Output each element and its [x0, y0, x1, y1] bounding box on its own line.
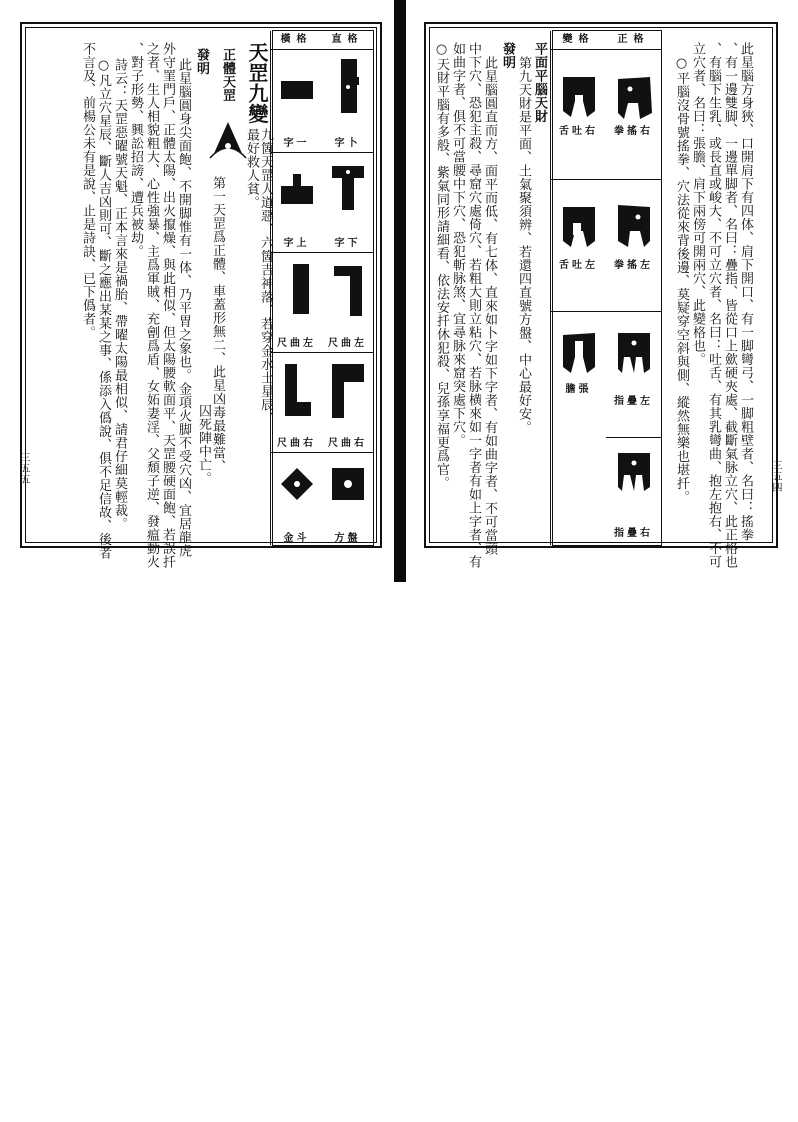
xia-shape-icon: [330, 162, 366, 218]
table-cell: [606, 311, 661, 438]
yao-quan-left-icon: [614, 201, 654, 253]
fang-pan-shape-icon: [330, 466, 366, 502]
qu-chi-right-h-shape-icon: [281, 362, 313, 420]
left-table-head-heng: 橫格: [271, 31, 322, 50]
figure-label: 指疊右: [614, 528, 653, 539]
table-cell: [271, 152, 322, 253]
table-cell: [606, 179, 661, 312]
die-zhi-right-icon: [614, 447, 654, 495]
text-column: ○天財平腦有多般、紫氣同形請細看、依法安扦休犯殺、兒孫享福更爲官。: [434, 42, 449, 490]
table-cell: [606, 437, 661, 547]
text-column: 此星腦圓直而方、面平而低、有七体、直來如卜字如下字者、有如曲字者、不可當頭: [482, 56, 497, 556]
text-column: ○凡立穴星辰、斷人吉凶則可、斷之應出某某之事、係添入僞說、俱不足信故、後者: [96, 58, 111, 560]
text-column: 此星腦圓身尖面飽、不開脚惟有一体、乃平胃之象也。金項火脚不受穴凶、宜居龍虎: [176, 58, 191, 558]
table-cell: [271, 252, 322, 353]
explain-label: 發明: [194, 48, 209, 75]
tu-she-left-icon: [559, 201, 599, 253]
text-column: 詩云：天罡惡曜號天魁、正本言來是禍胎、帶曜太陽最相似、請君仔細莫輕裁。: [112, 58, 127, 531]
table-cell: [271, 352, 322, 453]
page-number: 三五四: [770, 460, 781, 493]
left-table-head-zhi: 直格: [322, 31, 373, 50]
yao-quan-right-icon: [614, 73, 654, 125]
die-zhi-left-icon: [614, 327, 654, 379]
tiangang-mountain-icon: [206, 118, 250, 164]
yi-shape-icon: [279, 75, 315, 105]
figure-label: 舌吐右: [559, 126, 598, 137]
table-cell: [551, 311, 606, 547]
figure-label: 尺曲右: [277, 438, 316, 449]
shang-shape-icon: [279, 172, 315, 212]
text-column: 外守罣門戶、正體太陽、出火攛燥、與此相似、但太陽腰軟面平、天罡腰硬面飽、若誤扦: [160, 42, 175, 569]
figure-label: 指疊左: [614, 396, 653, 407]
figure-label: 舌吐左: [559, 260, 598, 271]
zhang-dan-icon: [559, 327, 599, 379]
table-cell: [271, 452, 322, 547]
right-table-col-zheng: [606, 31, 661, 545]
text-column: 、對子形勢、興訟招謗、遭兵被劫。: [128, 42, 143, 258]
qu-chi-left-h-shape-icon: [281, 262, 313, 318]
right-figure-table: [552, 30, 662, 546]
table-cell: [322, 152, 373, 253]
table-cell: [322, 49, 373, 153]
table-cell: [322, 452, 373, 547]
figure-label: 膽張: [565, 384, 592, 395]
figure-label: 字上: [283, 238, 310, 249]
left-page: [14, 0, 384, 569]
figure-label: 方盤: [334, 533, 361, 544]
explain-label: 發明: [500, 42, 515, 69]
figure-label: 尺曲左: [277, 338, 316, 349]
right-page: [420, 0, 781, 569]
text-column: 之者、生人相貌粗大、心性強暴、主爲軍賊、充劊爲盾、女妬妻淫、父頹子逆、發瘟動火: [144, 42, 159, 569]
page-number: 三五五: [18, 452, 29, 485]
figure-label: 字卜: [334, 138, 361, 149]
text-column: 立穴者、名曰：張膽、肩下兩傍可開兩穴、此變格也。: [690, 42, 705, 366]
subtitle: 第九天財是平面、土氣聚須辨、若還四直號方盤、中心最好安。: [516, 56, 531, 434]
figure-label: 拳搖左: [614, 260, 653, 271]
bu-shape-icon: [335, 57, 361, 117]
jin-dou-shape-icon: [279, 466, 315, 502]
text-column: 中下穴、恐犯主殺、尋窟穴處倚穴、若粗大則立粘穴、若脉横來如一字者有如上字者、有: [466, 42, 481, 569]
figure-caption: 囚死陣中亡。: [196, 404, 211, 485]
table-cell: [322, 252, 373, 353]
text-column: 、有腦下生乳、或長直或峻大、不可立穴者、名曰：吐舌、有其乳彎曲、抱左抱右、不可: [706, 42, 721, 569]
text-column: 如曲字者、俱不可當腰中下穴、恐犯斬脉煞、宜尋脉來窟突處下穴。: [450, 42, 465, 447]
table-cell: [322, 352, 373, 453]
qu-chi-left-shape-icon: [332, 262, 364, 320]
figure-label: 字下: [334, 238, 361, 249]
figure-label: 字一: [283, 138, 310, 149]
page-title: 天罡九變: [245, 42, 269, 124]
right-table-col-bian: [550, 31, 606, 545]
right-table-head-zheng: 正格: [606, 31, 661, 50]
section-heading: 平面平腦天財: [532, 42, 547, 123]
figure-label: 尺曲右: [328, 438, 367, 449]
left-table-col-heng: [270, 31, 322, 545]
text-column: 不言及、前楊公未有是說、止是詩訣、已下僞者。: [80, 42, 95, 339]
intro-line: 最好救人貧。: [244, 128, 259, 209]
table-cell: [606, 49, 661, 180]
left-figure-table: [272, 30, 374, 546]
figure-caption: 第一天罡爲正體、車蓋形無二、此星凶毒最難當、: [210, 176, 225, 473]
right-table-head-bian: 變格: [551, 31, 606, 50]
tu-she-right-icon: [559, 71, 599, 123]
left-table-col-zhi: [322, 31, 373, 545]
figure-label: 金斗: [283, 533, 310, 544]
section-heading: 正體天罡: [220, 48, 235, 102]
intro-line: 九箇天罡人道惡、六箇吉神落、若穿金水土星辰、: [258, 128, 273, 425]
figure-label: 拳搖右: [614, 126, 653, 137]
table-cell: [551, 49, 606, 180]
figure-label: 尺曲左: [328, 338, 367, 349]
qu-chi-right-shape-icon: [330, 360, 366, 422]
text-column: 此星腦方身狹、口開肩下有四体、肩下開口、有一脚彎弓、一脚粗壁者、名曰：搖拳: [738, 42, 753, 542]
book-spine: [394, 0, 406, 582]
table-cell: [551, 179, 606, 312]
text-column: ○平腦沒骨號搖拳、穴法從來背後邊、莫疑穿空斜與側、縱然無樂也堪扦。: [674, 56, 689, 504]
table-cell: [271, 49, 322, 153]
text-column: 、有一邊雙脚、一邊單脚者、名曰：疊指、皆從口上歛硬夾處、截斷氣脉立穴、此正格也: [722, 42, 737, 569]
